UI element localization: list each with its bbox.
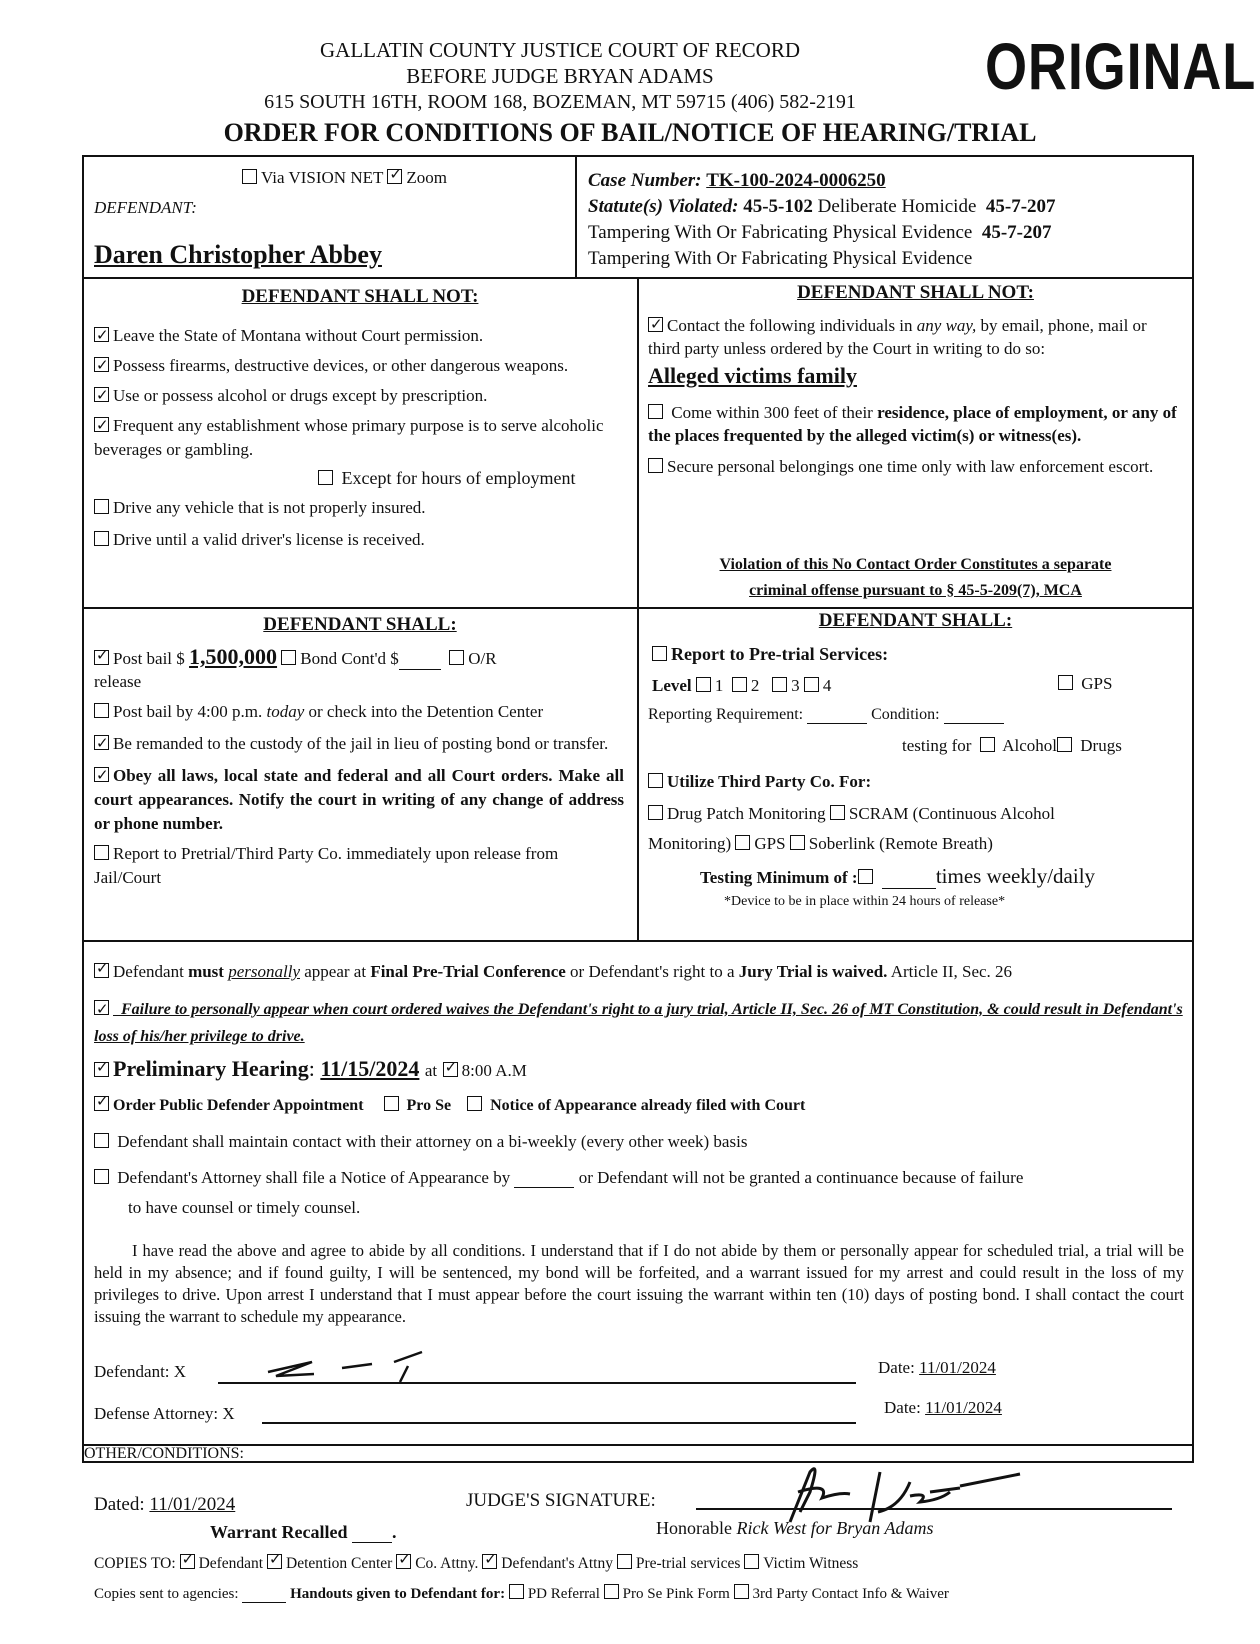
agreement-text: I have read the above and agree to abide by all conditions. I understand that if I do not abide by them or personally appear for scheduled trial, a trial will be held in my absence; and if found guilty, I will be sentenced, my bond will be forfeited, and a warrant issued for my arrest and could result in the loss of my privileges to drive. Upon arrest I understand that I must appear before the court issuing the warrant within ten (10) days of posting bond. I shall contact the court issuing the warrant to schedule my appearance. xyxy=(94,1241,1184,1326)
warrant-recalled: Warrant Recalled . xyxy=(210,1522,397,1542)
attorney-notice-cont: to have counsel or timely counsel. xyxy=(128,1198,361,1217)
monitoring-line xyxy=(648,804,1055,824)
time-checkbox[interactable] xyxy=(443,1062,458,1077)
pd-referral-checkbox[interactable] xyxy=(509,1584,524,1599)
defendant-name: Daren Christopher Abbey xyxy=(94,240,382,269)
hearing-time: 8:00 A.M xyxy=(461,1061,527,1080)
or-label: O/R xyxy=(468,649,497,668)
defendant-signature-label: Defendant: X xyxy=(94,1362,187,1381)
soberlink-checkbox[interactable] xyxy=(790,835,805,850)
checkbox[interactable] xyxy=(94,735,109,750)
checkbox[interactable] xyxy=(94,499,109,514)
text: Report to Pre-trial Services: xyxy=(671,644,889,664)
handouts-line xyxy=(94,1584,949,1603)
release-label: release xyxy=(94,672,142,691)
testing-for-line xyxy=(902,736,1122,756)
secure-belongings-checkbox[interactable] xyxy=(648,458,663,473)
shall-not-heading: DEFENDANT SHALL NOT: xyxy=(241,286,479,307)
text: testing for xyxy=(902,736,972,755)
scram-checkbox[interactable] xyxy=(830,805,845,820)
original-stamp: ORIGINAL xyxy=(985,29,1257,103)
text: or check into the Detention Center xyxy=(304,702,544,721)
attorney-options xyxy=(94,1096,805,1115)
failure-warning xyxy=(94,996,1184,1050)
checkbox[interactable] xyxy=(94,1133,109,1148)
checkbox[interactable] xyxy=(94,1000,109,1015)
bond-contd-checkbox[interactable] xyxy=(281,650,296,665)
checkbox[interactable] xyxy=(94,703,109,718)
condition-text: Drive any vehicle that is not properly insured. xyxy=(113,498,426,517)
level: 3 xyxy=(791,676,800,695)
text: Defendant xyxy=(113,962,189,981)
checkbox[interactable] xyxy=(94,1062,109,1077)
condition-text: Use or possess alcohol or drugs except by prescription. xyxy=(113,386,488,405)
text: Post bail by 4:00 p.m. xyxy=(113,702,267,721)
condition-text: Possess firearms, destructive devices, or other dangerous weapons. xyxy=(113,356,569,375)
judge-name-line xyxy=(656,1518,933,1539)
level-2-checkbox[interactable] xyxy=(732,677,747,692)
text: Dated: xyxy=(94,1494,145,1515)
text: or Defendant will not be granted a continuance because of failure xyxy=(578,1168,1024,1187)
text: Notice of Appearance already filed with Court xyxy=(490,1097,806,1114)
border xyxy=(82,155,1194,157)
text: Handouts given to Defendant for: xyxy=(290,1586,506,1602)
public-defender-checkbox[interactable] xyxy=(94,1096,109,1111)
no-contact-section xyxy=(648,314,1178,478)
text: times weekly/daily xyxy=(935,864,1096,888)
text: at xyxy=(424,1061,438,1080)
level-label: Level xyxy=(652,676,692,695)
level-line xyxy=(652,676,831,696)
text: Warrant Recalled xyxy=(210,1522,348,1542)
text: Condition: xyxy=(871,706,940,723)
condition-text: Leave the State of Montana without Court permission. xyxy=(113,326,484,345)
court-name: GALLATIN COUNTY JUSTICE COURT OF RECORD xyxy=(319,38,800,62)
checkbox[interactable] xyxy=(94,963,109,978)
text: Report to Pretrial/Third Party Co. immediately upon release from Jail/Court xyxy=(94,844,559,887)
shall-heading-right: DEFENDANT SHALL: xyxy=(818,610,1013,631)
text: Defendant's Attny xyxy=(501,1555,613,1572)
text: Utilize Third Party Co. For: xyxy=(667,772,872,791)
third-party-contact-checkbox[interactable] xyxy=(734,1584,749,1599)
checkbox[interactable] xyxy=(94,357,109,372)
pro-se-checkbox[interactable] xyxy=(384,1096,399,1111)
text: Come within 300 feet of their xyxy=(671,403,878,422)
text: Detention Center xyxy=(286,1555,393,1572)
violation-notice: criminal offense pursuant to § 45-5-209(7), MCA xyxy=(749,582,1082,599)
judge-name: Rick West for Bryan Adams xyxy=(736,1518,934,1538)
divider xyxy=(82,940,1194,942)
text: Defendant shall maintain contact with their attorney on a bi-weekly (every other week) basis xyxy=(117,1132,748,1151)
drugs-checkbox[interactable] xyxy=(1057,737,1072,752)
appear-line xyxy=(94,962,1012,982)
attorney-date xyxy=(884,1398,1002,1418)
text: Drugs xyxy=(1080,736,1122,755)
text: Monitoring) xyxy=(648,834,732,853)
copy-defense-attorney-checkbox[interactable] xyxy=(482,1554,497,1569)
attorney-signature-label: Defense Attorney: X xyxy=(94,1404,235,1423)
obey-laws-checkbox[interactable] xyxy=(94,767,109,782)
third-party xyxy=(648,772,871,792)
copy-pretrial-checkbox[interactable] xyxy=(617,1554,632,1569)
statute-desc: Deliberate Homicide xyxy=(817,196,977,217)
defendant-date xyxy=(878,1358,996,1378)
date: 11/01/2024 xyxy=(919,1358,996,1377)
court-address: 615 SOUTH 16TH, ROOM 168, BOZEMAN, MT 59715 (406) 582-2191 xyxy=(264,91,856,113)
defendant-label: DEFENDANT: xyxy=(94,198,197,217)
bail-amount: 1,500,000 xyxy=(189,644,278,669)
copy-county-attorney-checkbox[interactable] xyxy=(396,1554,411,1569)
case-number: TK-100-2024-0006250 xyxy=(706,170,886,191)
judge-signature-label: JUDGE'S SIGNATURE: xyxy=(466,1490,656,1511)
case-number-line xyxy=(588,170,886,192)
statute-line-1 xyxy=(588,196,1056,218)
report-checkbox[interactable] xyxy=(94,845,109,860)
condition-text: Drive until a valid driver's license is received. xyxy=(113,530,425,549)
text: Victim Witness xyxy=(763,1555,859,1572)
copy-detention-checkbox[interactable] xyxy=(267,1554,282,1569)
checkbox[interactable] xyxy=(94,387,109,402)
report-pretrial xyxy=(652,644,888,665)
statute-code: 45-7-207 xyxy=(985,196,1056,217)
divider xyxy=(575,155,577,278)
checkbox[interactable] xyxy=(94,327,109,342)
defendant-signature xyxy=(262,1340,462,1390)
zoom-label: Zoom xyxy=(406,168,447,187)
statute-line-2 xyxy=(588,222,1051,244)
post-bail-line xyxy=(94,644,497,670)
gps-option xyxy=(1058,674,1112,694)
text: Article II, Sec. 26 xyxy=(887,962,1013,981)
level-3-checkbox[interactable] xyxy=(772,677,787,692)
text: by email, phone, mail or third party unless ordered by the Court in writing to do so: xyxy=(648,316,1147,358)
text: Co. Attny. xyxy=(415,1555,479,1572)
text: GPS xyxy=(1081,674,1113,693)
level: 1 xyxy=(714,676,724,695)
checkbox[interactable] xyxy=(652,646,667,661)
statute-desc: Tampering With Or Fabricating Physical Evidence xyxy=(588,222,973,243)
text: Honorable xyxy=(656,1518,732,1538)
copy-defendant-checkbox[interactable] xyxy=(180,1554,195,1569)
label: Preliminary Hearing xyxy=(113,1056,309,1081)
date: 11/01/2024 xyxy=(149,1494,236,1515)
alcohol-checkbox[interactable] xyxy=(980,737,995,752)
text: Be remanded to the custody of the jail in lieu of posting bond or transfer. xyxy=(113,734,609,753)
text: Testing Minimum of : xyxy=(700,868,858,887)
preliminary-hearing: ✓Preliminary Hearing: 11/15/2024 at ✓ 8:00 A.M xyxy=(94,1056,527,1082)
statutes-label: Statute(s) Violated: xyxy=(588,196,739,217)
text: residence, place of employment, or any of the places frequented by the alleged victim(s) or witness(es). xyxy=(648,403,1177,445)
checkbox[interactable] xyxy=(858,869,873,884)
text: Pre-trial services xyxy=(635,1555,741,1572)
device-note: *Device to be in place within 24 hours of release* xyxy=(724,894,1006,909)
text: personally xyxy=(228,962,300,981)
text: SCRAM (Continuous Alcohol xyxy=(848,804,1055,823)
level: 2 xyxy=(750,676,760,695)
gps-checkbox[interactable] xyxy=(1058,675,1073,690)
text: appear at xyxy=(300,962,371,981)
checkbox[interactable] xyxy=(94,417,109,432)
text: today xyxy=(266,702,305,721)
shall-not-heading-right: DEFENDANT SHALL NOT: xyxy=(797,282,1034,303)
text: GPS xyxy=(754,834,786,853)
shall-list xyxy=(94,700,624,890)
reporting-line xyxy=(648,706,1004,724)
monitoring-line-2 xyxy=(648,834,993,854)
text: Pro Se Pink Form xyxy=(622,1586,730,1602)
text: or Defendant's right to a xyxy=(570,962,739,981)
text: Alcohol xyxy=(1002,736,1057,755)
text: Drug Patch Monitoring xyxy=(667,804,826,823)
via-vision-net-label: Via VISION NET xyxy=(261,168,384,187)
judge-name: BEFORE JUDGE BRYAN ADAMS xyxy=(406,64,714,88)
checkbox[interactable] xyxy=(318,470,333,485)
statute-code: 45-7-207 xyxy=(981,222,1052,243)
text: Reporting Requirement: xyxy=(648,706,804,723)
text: Defendant xyxy=(198,1555,264,1572)
bond-contd-label: Bond Cont'd $ xyxy=(300,649,399,668)
testing-minimum xyxy=(700,864,1095,889)
divider xyxy=(82,607,1194,609)
condition-text: Except for hours of employment xyxy=(341,468,576,488)
copies-to xyxy=(94,1554,858,1573)
text: Final Pre-Trial Conference xyxy=(370,962,571,981)
statute-code: 45-5-102 xyxy=(743,196,813,217)
notice-filed-checkbox[interactable] xyxy=(467,1096,482,1111)
hearing-method xyxy=(242,168,447,188)
text: COPIES TO: xyxy=(94,1555,176,1572)
via-vision-net-checkbox[interactable] xyxy=(242,169,257,184)
text: Pro Se xyxy=(406,1097,452,1114)
copy-victim-witness-checkbox[interactable] xyxy=(744,1554,759,1569)
condition-text: Frequent any establishment whose primary purpose is to serve alcoholic beverages or gambling. xyxy=(94,416,604,459)
or-release-checkbox[interactable] xyxy=(449,650,464,665)
text: Date: xyxy=(884,1398,921,1417)
text: Secure personal belongings one time only with law enforcement escort. xyxy=(667,457,1154,476)
checkbox[interactable] xyxy=(94,1169,109,1184)
text: Failure to personally appear when court ordered waives the Defendant's right to a jury trial, Article II, Sec. 26 of MT Constitution, & could result in Defendant's loss of his/her privilege to drive. xyxy=(94,1001,1183,1045)
zoom-checkbox[interactable] xyxy=(387,169,402,184)
case-number-label: Case Number: xyxy=(588,170,702,191)
text: must xyxy=(188,962,229,981)
text: Contact the following individuals in xyxy=(667,316,917,335)
pro-se-form-checkbox[interactable] xyxy=(604,1584,619,1599)
statute-desc: Tampering With Or Fabricating Physical Evidence xyxy=(588,248,973,269)
text: Date: xyxy=(878,1358,915,1377)
border xyxy=(82,155,84,1462)
text: Order Public Defender Appointment xyxy=(113,1097,364,1114)
post-bail-label: Post bail $ xyxy=(113,649,185,668)
text: Soberlink (Remote Breath) xyxy=(808,834,993,853)
checkbox[interactable] xyxy=(648,773,663,788)
divider xyxy=(637,277,639,941)
text: Defendant's Attorney shall file a Notice of Appearance by xyxy=(117,1168,511,1187)
document-title: ORDER FOR CONDITIONS OF BAIL/NOTICE OF HEARING/TRIAL xyxy=(223,118,1037,147)
text: 3rd Party Contact Info & Waiver xyxy=(752,1586,949,1602)
post-bail-checkbox[interactable] xyxy=(94,650,109,665)
text: Obey all laws, local state and federal and all Court orders. Make all court appearances. Notify the court in writing of any change of address or phone number. xyxy=(94,766,624,833)
violation-notice: Violation of this No Contact Order Constitutes a separate xyxy=(719,556,1112,573)
level-4-checkbox[interactable] xyxy=(804,677,819,692)
text: Copies sent to agencies: xyxy=(94,1586,239,1602)
within-300ft-checkbox[interactable] xyxy=(648,404,663,419)
text: Jury Trial is waived. xyxy=(738,962,888,981)
hearing-date: 11/15/2024 xyxy=(320,1056,420,1081)
border xyxy=(1192,155,1194,1462)
gps-checkbox[interactable] xyxy=(735,835,750,850)
signature-line xyxy=(262,1422,856,1424)
divider xyxy=(82,1444,1194,1446)
contact-attorney xyxy=(94,1132,747,1152)
text: PD Referral xyxy=(527,1586,600,1602)
dated xyxy=(94,1494,235,1516)
other-conditions: OTHER/CONDITIONS: xyxy=(84,1445,244,1462)
level: 4 xyxy=(822,676,832,695)
shall-heading: DEFENDANT SHALL: xyxy=(263,614,457,635)
text: any way, xyxy=(916,316,977,335)
drug-patch-checkbox[interactable] xyxy=(648,805,663,820)
shall-not-list xyxy=(94,324,624,552)
checkbox[interactable] xyxy=(94,531,109,546)
attorney-notice xyxy=(94,1168,1023,1188)
protected-individuals: Alleged victims family xyxy=(648,363,857,388)
contact-checkbox[interactable] xyxy=(648,317,663,332)
date: 11/01/2024 xyxy=(925,1398,1002,1417)
level-1-checkbox[interactable] xyxy=(696,677,711,692)
